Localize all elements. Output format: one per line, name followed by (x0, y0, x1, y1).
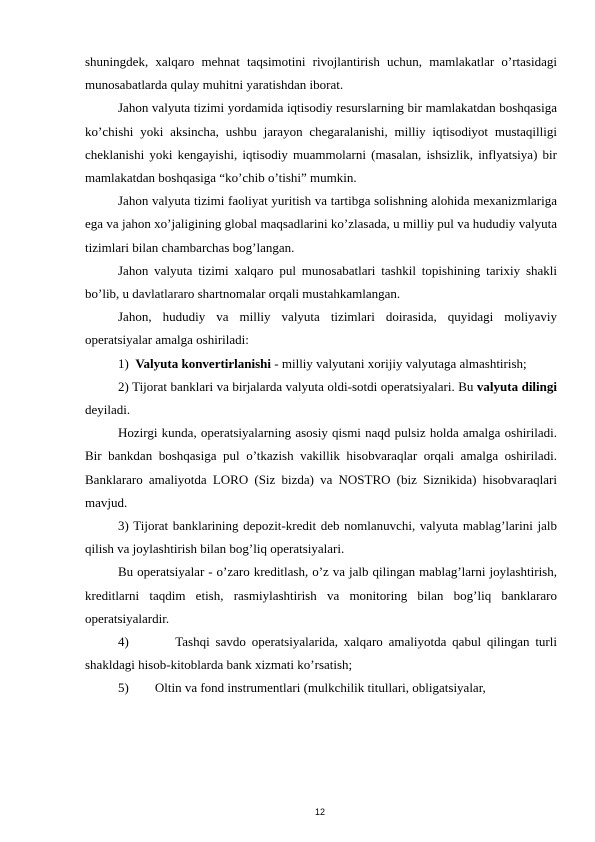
list-item-4-number: 4) (118, 634, 129, 650)
list-item-1-term: Valyuta konvertirlanishi (135, 355, 272, 371)
paragraph-interbank: Bu operatsiyalar - o’zaro kreditlash, o’z va jalb qilingan mablag’larni joylashtirish, kreditlarni taqdim etish, rasmiylashtirish va monitoring bilan bog’liq banklararo operatsiyalardir. (85, 564, 557, 626)
list-item-1-number: 1) (118, 355, 129, 371)
paragraph-resource-movement: Jahon valyuta tizimi yordamida iqtisodiy resurslarning bir mamlakatdan boshqasiga ko’chishi yoki aksincha, ushbu jarayon chegaralanishi, milliy iqtisodiyot mustaqilligi cheklanishi yoki kengayishi, iqtisodiy muammolarni (masalan, ishsizlik, inflyatsiya) bir mamlakatdan boshqasiga “ko’chib o’tishi” mumkin. (85, 100, 557, 186)
list-item-1-text: - milliy valyutani xorijiy valyutaga almashtirish; (271, 355, 527, 371)
document-body (85, 50, 557, 700)
paragraph-cashless: Hozirgi kunda, operatsiyalarning asosiy qismi naqd pulsiz holda amalga oshiriladi. Bir bankdan boshqasiga pul o’tkazish vakillik hisobvaraqlar orqali amalga oshiriladi. Banklararo amaliyotda LORO (Siz bizda) va NOSTRO (biz Siznikida) hisobvaraqlari mavjud. (85, 425, 557, 510)
page-number: 12 (314, 807, 325, 817)
list-item-5-text: Oltin va fond instrumentlari (mulkchilik titullari, obligatsiyalar, (154, 680, 486, 696)
list-item-2 (85, 375, 557, 421)
paragraph-mechanisms: Jahon valyuta tizimi faoliyat yuritish va tartibga solishning alohida mexanizmlariga ega va jahon xo’jaligining global maqsadlarini ko’zlasada, u milliy pul va hududiy valyuta tizimlari bilan chambarchas bog’langan. (85, 193, 557, 255)
paragraph-operations-intro: Jahon, hududiy va milliy valyuta tizimlari doirasida, quyidagi moliyaviy operatsiyalar amalga oshiriladi: (85, 309, 557, 348)
list-item-1 (85, 352, 557, 375)
list-item-4-text: Tashqi savdo operatsiyalarida, xalqaro amaliyotda qabul qilingan turli shakldagi hisob-kitoblarda bank xizmati ko’rsatish; (85, 634, 557, 673)
paragraph-intro-continuation: shuningdek, xalqaro mehnat taqsimotini rivojlantirish uchun, mamlakatlar o’rtasidagi munosabatlarda qulay muhitni yaratishdan iborat. (85, 54, 557, 93)
paragraph-historical-form: Jahon valyuta tizimi xalqaro pul munosabatlari tashkil topishining tarixiy shakli bo’lib, u davlatlararo shartnomalar orqali mustahkamlangan. (85, 262, 557, 302)
list-item-5-number: 5) (118, 680, 129, 696)
list-item-2-text: 2) Tijorat banklari va birjalarda valyuta oldi-sotdi operatsiyalari. Bu (118, 378, 477, 394)
list-item-3: 3) Tijorat banklarining depozit-kredit deb nomlanuvchi, valyuta mablag’larini jalb qilish va joylashtirish bilan bog’liq operatsiyalari. (85, 518, 557, 557)
list-item-2-rest: deyiladi. (85, 402, 131, 418)
list-item-5 (85, 676, 557, 699)
list-item-2-term: valyuta dilingi (476, 378, 557, 394)
list-item-4 (85, 630, 557, 676)
